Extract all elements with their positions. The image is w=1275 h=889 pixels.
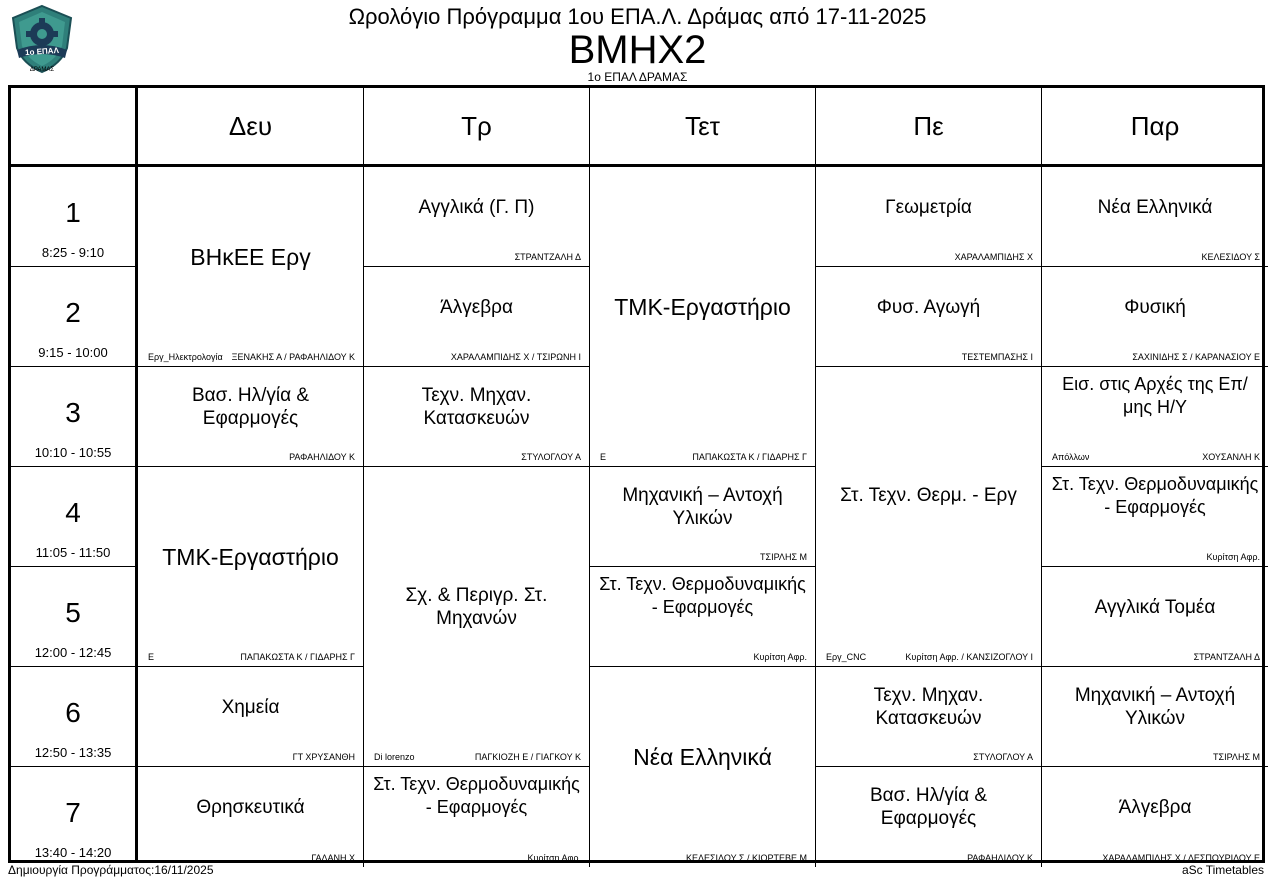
- lesson-room: Απόλλων: [1052, 452, 1090, 462]
- period-divider: [11, 566, 135, 567]
- day-header: Τρ: [364, 88, 590, 164]
- lesson-teacher: ΠΑΓΚΙΟΖΗ Ε / ΓΙΑΓΚΟΥ Κ: [474, 752, 581, 762]
- period-time: 12:50 - 13:35: [34, 745, 112, 760]
- lesson-teacher: ΤΣΙΡΛΗΣ Μ: [1213, 752, 1260, 762]
- lesson-subject: Αγγλικά (Γ. Π): [418, 197, 535, 218]
- lesson-cell[interactable]: [1042, 667, 1268, 767]
- lesson-subject: Θρησκευτικά: [196, 797, 305, 818]
- lesson-teacher: ΣΤΡΑΝΤΖΑΛΗ Δ: [1193, 652, 1260, 662]
- period-time: 9:15 - 10:00: [38, 345, 108, 360]
- lesson-room: Εργ_CNC: [826, 652, 867, 662]
- lesson-teacher: ΓΑΛΑΝΗ Χ: [311, 853, 355, 863]
- lesson-cell[interactable]: [590, 167, 816, 467]
- lesson-teacher: ΧΑΡΑΛΑΜΠΙΔΗΣ Χ / ΤΣΙΡΩΝΗ Ι: [450, 352, 581, 362]
- lesson-cell[interactable]: [138, 367, 364, 467]
- lesson-subject: Τεχν. Μηχαν. Κατασκευών: [421, 385, 532, 429]
- lesson-subject: Βασ. Ηλ/γία & Εφαρμογές: [191, 385, 310, 429]
- lesson-teacher: ΣΤΥΛΟΓΛΟΥ Α: [973, 752, 1033, 762]
- lesson-cell[interactable]: [1042, 267, 1268, 367]
- class-name: ΒΜΗΧ2: [568, 28, 707, 72]
- lesson-teacher: ΠΑΠΑΚΩΣΤΑ Κ / ΓΙΔΑΡΗΣ Γ: [692, 452, 807, 462]
- lesson-cell[interactable]: [1042, 467, 1268, 567]
- created-date: Δημιουργία Προγράμματος:16/11/2025: [8, 863, 214, 877]
- lesson-cell[interactable]: [1042, 167, 1268, 267]
- lesson-cell[interactable]: [138, 467, 364, 667]
- lesson-subject: Στ. Τεχν. Θερμ. - Εργ: [840, 485, 1017, 506]
- period-number: 2: [65, 297, 81, 328]
- lesson-subject: ΒΗκΕΕ Εργ: [190, 244, 311, 270]
- lesson-subject: Τεχν. Μηχαν. Κατασκευών: [873, 685, 984, 729]
- lesson-teacher: ΣΤΡΑΝΤΖΑΛΗ Δ: [514, 252, 581, 262]
- lesson-cell[interactable]: [816, 367, 1042, 667]
- lesson-teacher: ΠΑΠΑΚΩΣΤΑ Κ / ΓΙΔΑΡΗΣ Γ: [240, 652, 355, 662]
- lesson-subject: Βασ. Ηλ/γία & Εφαρμογές: [869, 785, 988, 829]
- lesson-subject: ΤΜΚ-Εργαστήριο: [162, 544, 339, 570]
- lesson-cell[interactable]: [816, 267, 1042, 367]
- day-header: Παρ: [1130, 110, 1180, 141]
- lesson-cell[interactable]: [816, 767, 1042, 867]
- period-divider: [11, 666, 135, 667]
- lesson-teacher: ΡΑΦΑΗΛΙΔΟΥ Κ: [289, 452, 355, 462]
- day-header: Τετ: [590, 88, 816, 164]
- brand-label: aSc Timetables: [1181, 863, 1264, 877]
- lesson-subject: Φυσική: [1124, 297, 1186, 318]
- lesson-teacher: ΤΕΣΤΕΜΠΑΣΗΣ Ι: [961, 352, 1033, 362]
- lesson-room: Ε: [148, 652, 155, 662]
- period-divider: [11, 766, 135, 767]
- lesson-cell[interactable]: [138, 167, 364, 367]
- day-header: Δευ: [138, 88, 364, 164]
- lesson-teacher: ΣΑΧΙΝΙΔΗΣ Σ / ΚΑΡΑΝΑΣΙΟΥ Ε: [1132, 352, 1260, 362]
- period-number: 6: [65, 697, 81, 728]
- lesson-cell[interactable]: [816, 167, 1042, 267]
- lesson-cell[interactable]: [1042, 567, 1268, 667]
- period-number: 5: [65, 597, 81, 628]
- lesson-subject: Σχ. & Περιγρ. Στ. Μηχανών: [405, 585, 548, 629]
- lesson-teacher: ΓΤ ΧΡΥΣΑΝΘΗ: [292, 752, 355, 762]
- lesson-teacher: ΚΕΛΕΣΙΔΟΥ Σ / ΚΙΟΡΤΕΒΕ Μ: [685, 853, 807, 863]
- lesson-cell[interactable]: [590, 467, 816, 567]
- lesson-subject: Άλγεβρα: [440, 297, 513, 318]
- lesson-room: Εργ_Ηλεκτρολογία: [148, 352, 223, 362]
- lesson-cell[interactable]: [364, 467, 590, 767]
- lesson-teacher: ΧΑΡΑΛΑΜΠΙΔΗΣ Χ / ΛΕΣΠΟΥΡΙΔΟΥ Ε: [1102, 853, 1260, 863]
- lesson-subject: Γεωμετρία: [885, 197, 972, 218]
- period-divider: [11, 266, 135, 267]
- lesson-subject: Μηχανική – Αντοχή Υλικών: [1074, 685, 1236, 729]
- lesson-subject: Νέα Ελληνικά: [633, 744, 772, 770]
- logo-subtext: ΔΡΑΜΑΣ: [29, 67, 55, 73]
- lesson-subject: Μηχανική – Αντοχή Υλικών: [622, 485, 783, 529]
- lesson-subject: Νέα Ελληνικά: [1097, 197, 1213, 218]
- lesson-teacher: Κυρίτση Αφρ.: [1206, 552, 1260, 562]
- lesson-subject: Στ. Τεχν. Θερμοδυναμικής - Εφαρμογές: [1051, 474, 1259, 517]
- lesson-teacher: Κυρίτση Αφρ.: [753, 652, 807, 662]
- period-number: 3: [65, 397, 81, 428]
- lesson-teacher: ΞΕΝΑΚΗΣ Α / ΡΑΦΑΗΛΙΔΟΥ Κ: [231, 352, 355, 362]
- lesson-subject: Στ. Τεχν. Θερμοδυναμικής - Εφαρμογές: [599, 574, 806, 617]
- lesson-teacher: ΧΑΡΑΛΑΜΠΙΔΗΣ Χ: [954, 252, 1033, 262]
- lesson-teacher: ΣΤΥΛΟΓΛΟΥ Α: [521, 452, 581, 462]
- school-name: 1ο ΕΠΑΛ ΔΡΑΜΑΣ: [587, 70, 688, 84]
- lesson-cell[interactable]: [590, 667, 816, 867]
- lesson-cell[interactable]: [364, 167, 590, 267]
- lesson-teacher: ΚΕΛΕΣΙΔΟΥ Σ: [1201, 252, 1260, 262]
- period-number: 1: [65, 197, 81, 228]
- lesson-cell[interactable]: [364, 767, 590, 867]
- lesson-cell[interactable]: [138, 667, 364, 767]
- lesson-subject: Εισ. στις Αρχές της Επ/μης Η/Υ: [1062, 374, 1248, 417]
- period-number: 7: [65, 797, 81, 828]
- logo-text: 1ο ΕΠΑΛ: [24, 45, 60, 58]
- period-time: 12:00 - 12:45: [34, 645, 112, 660]
- lesson-cell[interactable]: [816, 667, 1042, 767]
- lesson-cell[interactable]: [364, 367, 590, 467]
- period-time: 13:40 - 14:20: [34, 845, 112, 860]
- timetable-grid: [8, 85, 1265, 863]
- lesson-cell[interactable]: [590, 567, 816, 667]
- lesson-room: Di lorenzo: [374, 752, 415, 762]
- lesson-subject: Φυσ. Αγωγή: [876, 297, 981, 318]
- period-time: 10:10 - 10:55: [34, 445, 112, 460]
- lesson-room: Ε: [600, 452, 607, 462]
- lesson-teacher: Κυρίτση Αφρ. / ΚΑΝΣΙΖΟΓΛΟΥ Ι: [905, 652, 1033, 662]
- lesson-subject: Χημεία: [221, 697, 280, 718]
- schedule-title: Ωρολόγιο Πρόγραμμα 1ου ΕΠΑ.Λ. Δράμας από 17-11-2025: [348, 4, 927, 29]
- lesson-teacher: ΡΑΦΑΗΛΙΔΟΥ Κ: [967, 853, 1033, 863]
- lesson-teacher: ΧΟΥΣΑΝΛΗ Κ: [1202, 452, 1260, 462]
- period-number: 4: [65, 497, 81, 528]
- lesson-subject: Άλγεβρα: [1118, 797, 1192, 818]
- lesson-teacher: ΤΣΙΡΛΗΣ Μ: [760, 552, 807, 562]
- lesson-cell[interactable]: [1042, 367, 1268, 467]
- day-header: Πε: [816, 88, 1042, 164]
- period-time: 8:25 - 9:10: [41, 245, 105, 260]
- lesson-subject: Στ. Τεχν. Θερμοδυναμικής - Εφαρμογές: [373, 774, 580, 817]
- lesson-cell[interactable]: [138, 767, 364, 867]
- lesson-subject: ΤΜΚ-Εργαστήριο: [614, 294, 791, 320]
- lesson-teacher: Κυρίτση Αφρ.: [527, 853, 581, 863]
- lesson-cell[interactable]: [364, 267, 590, 367]
- period-divider: [11, 366, 135, 367]
- period-divider: [11, 466, 135, 467]
- lesson-cell[interactable]: [1042, 767, 1268, 867]
- lesson-subject: Αγγλικά Τομέα: [1094, 597, 1216, 618]
- period-time: 11:05 - 11:50: [35, 545, 111, 560]
